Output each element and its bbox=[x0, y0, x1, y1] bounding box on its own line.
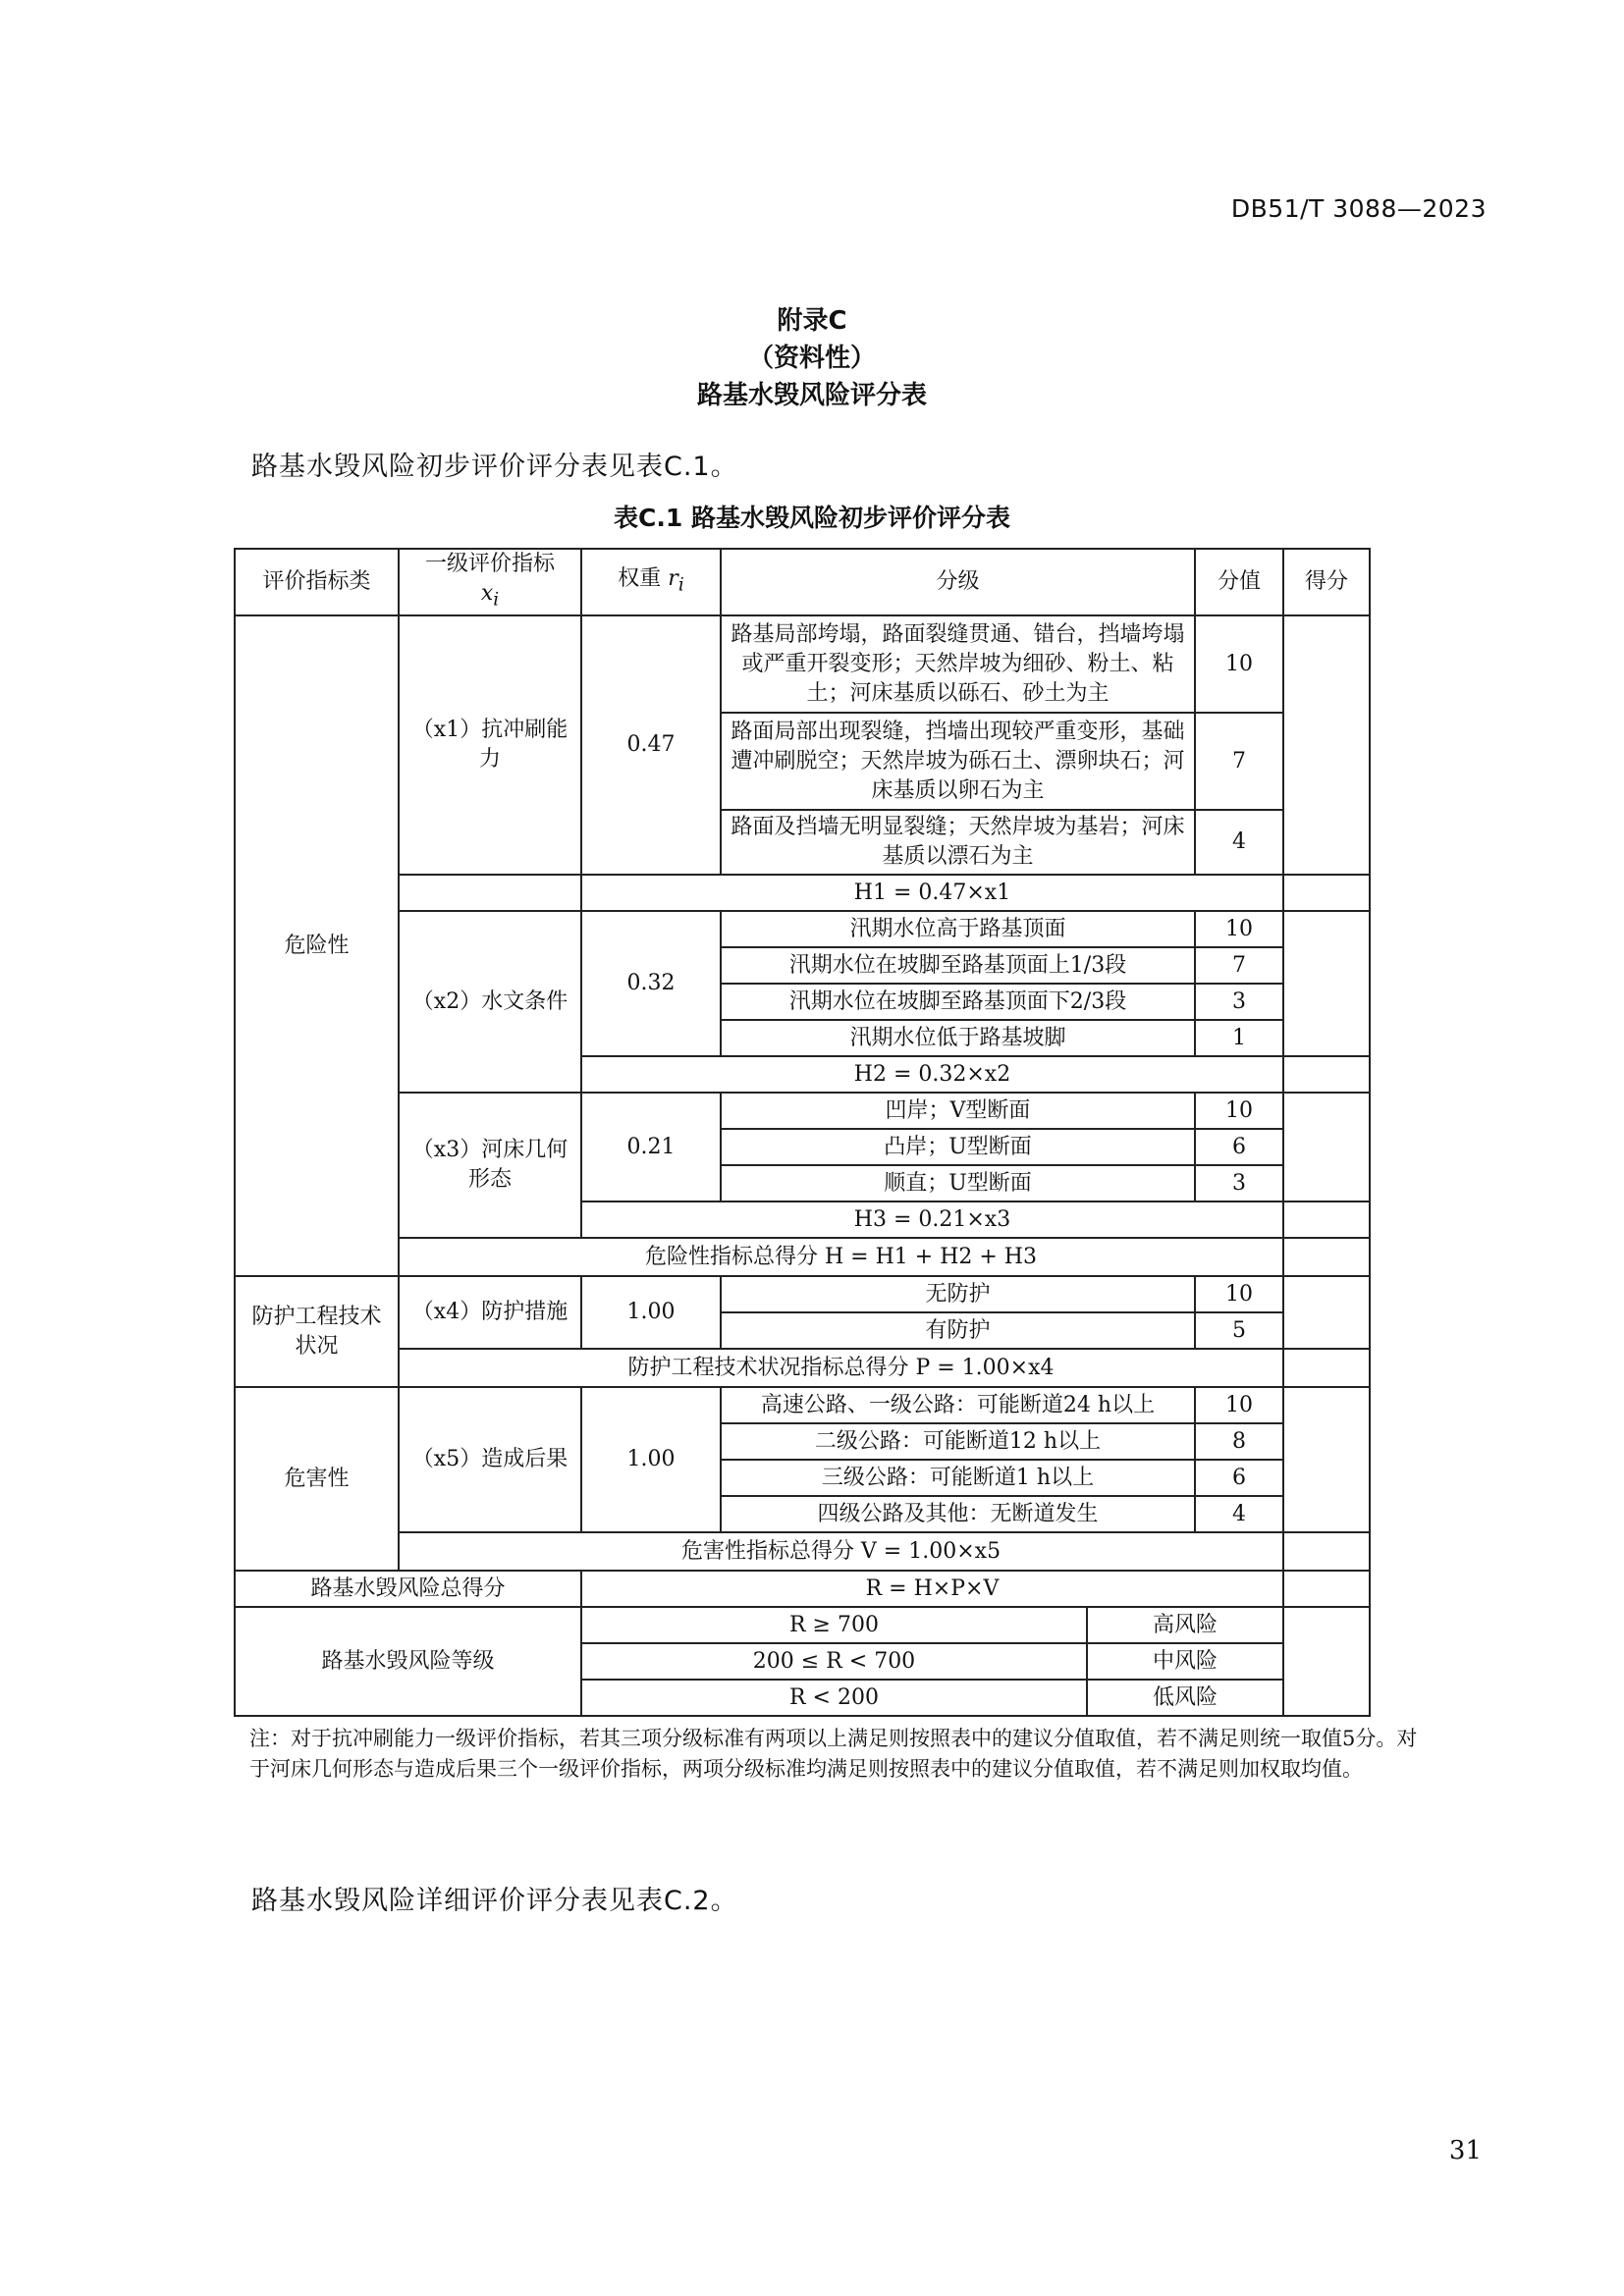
grade-value: 3 bbox=[1195, 1165, 1283, 1201]
grade-text: 路基局部垮塌，路面裂缝贯通、错台，挡墙垮塌或严重开裂变形；天然岸坡为细砂、粉土、粘土；河床基质以砾石、砂土为主 bbox=[721, 615, 1195, 713]
table-row bbox=[235, 1571, 1370, 1607]
risk-level: 中风险 bbox=[1087, 1643, 1283, 1680]
grade-text: 二级公路：可能断道12 h以上 bbox=[721, 1423, 1195, 1460]
grade-text: 路面局部出现裂缝，挡墙出现较严重变形，基础遭冲刷脱空；天然岸坡为砾石土、漂卵块石；河床基质以卵石为主 bbox=[721, 713, 1195, 810]
risk-level: 高风险 bbox=[1087, 1607, 1283, 1643]
grade-value: 10 bbox=[1195, 1276, 1283, 1312]
risk-level-label: 路基水毁风险等级 bbox=[235, 1607, 581, 1716]
score-cell-x1 bbox=[1283, 615, 1370, 875]
weight-x1: 0.47 bbox=[581, 615, 721, 875]
overall-label: 路基水毁风险总得分 bbox=[235, 1571, 581, 1607]
total-danger: 危险性指标总得分 H = H1 + H2 + H3 bbox=[399, 1238, 1283, 1276]
grade-text: 汛期水位在坡脚至路基顶面下2/3段 bbox=[721, 984, 1195, 1020]
score-cell-p bbox=[1283, 1349, 1370, 1387]
appendix-name: 路基水毁风险评分表 bbox=[696, 381, 927, 410]
indicator-x4: （x4）防护措施 bbox=[399, 1276, 581, 1349]
grade-text: 路面及挡墙无明显裂缝；天然岸坡为基岩；河床基质以漂石为主 bbox=[721, 810, 1195, 875]
grade-value: 6 bbox=[1195, 1460, 1283, 1496]
indicator-x2: （x2）水文条件 bbox=[399, 911, 581, 1093]
indicator-x1-formula-spacer bbox=[399, 875, 581, 911]
grade-text: 四级公路及其他：无断道发生 bbox=[721, 1496, 1195, 1532]
score-cell-h3 bbox=[1283, 1201, 1370, 1238]
header-value: 分值 bbox=[1195, 549, 1283, 615]
grade-value: 10 bbox=[1195, 911, 1283, 947]
grade-text: 有防护 bbox=[721, 1312, 1195, 1349]
score-table bbox=[234, 548, 1371, 1717]
overall-formula: R = H×P×V bbox=[581, 1571, 1283, 1607]
grade-value: 7 bbox=[1195, 947, 1283, 984]
page-number: 31 bbox=[1448, 2136, 1482, 2165]
table-row bbox=[235, 1238, 1370, 1276]
grade-value: 7 bbox=[1195, 713, 1283, 810]
indicator-x1: （x1）抗冲刷能力 bbox=[399, 615, 581, 875]
risk-level: 低风险 bbox=[1087, 1680, 1283, 1716]
weight-x2: 0.32 bbox=[581, 911, 721, 1056]
weight-x5: 1.00 bbox=[581, 1387, 721, 1532]
risk-range: 200 ≤ R < 700 bbox=[581, 1643, 1087, 1680]
header-indicator: 一级评价指标 $x_i$ bbox=[399, 549, 581, 615]
grade-text: 汛期水位在坡脚至路基顶面上1/3段 bbox=[721, 947, 1195, 984]
grade-value: 10 bbox=[1195, 1387, 1283, 1423]
table-header-row bbox=[235, 549, 1370, 615]
grade-text: 凹岸；V型断面 bbox=[721, 1093, 1195, 1129]
grade-value: 5 bbox=[1195, 1312, 1283, 1349]
table-row bbox=[235, 1276, 1370, 1312]
appendix-title: 附录C bbox=[777, 306, 847, 336]
indicator-x5: （x5）造成后果 bbox=[399, 1387, 581, 1532]
standard-number: DB51/T 3088—2023 bbox=[1230, 194, 1487, 223]
weight-x3: 0.21 bbox=[581, 1093, 721, 1201]
grade-value: 3 bbox=[1195, 984, 1283, 1020]
risk-range: R < 200 bbox=[581, 1680, 1087, 1716]
total-protection: 防护工程技术状况指标总得分 P = 1.00×x4 bbox=[399, 1349, 1283, 1387]
table-row bbox=[235, 615, 1370, 713]
grade-text: 汛期水位高于路基顶面 bbox=[721, 911, 1195, 947]
score-cell-level bbox=[1283, 1607, 1370, 1716]
header-category: 评价指标类 bbox=[235, 549, 399, 615]
indicator-x3: （x3）河床几何形态 bbox=[399, 1093, 581, 1238]
formula-h3: H3 = 0.21×x3 bbox=[581, 1201, 1283, 1238]
formula-h1: H1 = 0.47×x1 bbox=[581, 875, 1283, 911]
score-cell-x2 bbox=[1283, 911, 1370, 1056]
grade-value: 1 bbox=[1195, 1020, 1283, 1056]
table-row bbox=[235, 1349, 1370, 1387]
appendix-nature: （资料性） bbox=[747, 344, 876, 373]
table-row bbox=[235, 875, 1370, 911]
formula-h2: H2 = 0.32×x2 bbox=[581, 1056, 1283, 1093]
table-row bbox=[235, 1093, 1370, 1129]
table-row bbox=[235, 911, 1370, 947]
table-caption: 表C.1 路基水毁风险初步评价评分表 bbox=[614, 504, 1010, 532]
table-row bbox=[235, 1387, 1370, 1423]
grade-text: 无防护 bbox=[721, 1276, 1195, 1312]
group-harm: 危害性 bbox=[235, 1387, 399, 1571]
grade-text: 顺直；U型断面 bbox=[721, 1165, 1195, 1201]
grade-value: 4 bbox=[1195, 810, 1283, 875]
score-cell-x5 bbox=[1283, 1387, 1370, 1532]
grade-text: 汛期水位低于路基坡脚 bbox=[721, 1020, 1195, 1056]
group-protection: 防护工程技术状况 bbox=[235, 1276, 399, 1387]
grade-text: 凸岸；U型断面 bbox=[721, 1129, 1195, 1165]
header-grading: 分级 bbox=[721, 549, 1195, 615]
header-weight: 权重 $r_i$ bbox=[581, 549, 721, 615]
score-cell-v bbox=[1283, 1532, 1370, 1571]
score-cell-r bbox=[1283, 1571, 1370, 1607]
grade-value: 6 bbox=[1195, 1129, 1283, 1165]
grade-text: 高速公路、一级公路：可能断道24 h以上 bbox=[721, 1387, 1195, 1423]
grade-value: 10 bbox=[1195, 615, 1283, 713]
grade-value: 10 bbox=[1195, 1093, 1283, 1129]
score-cell-x3 bbox=[1283, 1093, 1370, 1201]
score-cell-h1 bbox=[1283, 875, 1370, 911]
score-cell-h bbox=[1283, 1238, 1370, 1276]
group-danger: 危险性 bbox=[235, 615, 399, 1276]
table-note: 注：对于抗冲刷能力一级评价指标，若其三项分级标准有两项以上满足则按照表中的建议分值取值，若不满足则统一取值5分。对于河床几何形态与造成后果三个一级评价指标，两项分级标准均满足则按照表中的建议分值取值，若不满足则加权取均值。 bbox=[249, 1727, 1418, 1781]
table-row bbox=[235, 1532, 1370, 1571]
intro-paragraph: 路基水毁风险初步评价评分表见表C.1。 bbox=[251, 452, 738, 482]
weight-x4: 1.00 bbox=[581, 1276, 721, 1349]
grade-text: 三级公路：可能断道1 h以上 bbox=[721, 1460, 1195, 1496]
risk-range: R ≥ 700 bbox=[581, 1607, 1087, 1643]
grade-value: 4 bbox=[1195, 1496, 1283, 1532]
table-row bbox=[235, 1607, 1370, 1643]
header-score: 得分 bbox=[1283, 549, 1370, 615]
grade-value: 8 bbox=[1195, 1423, 1283, 1460]
score-cell-x4 bbox=[1283, 1276, 1370, 1349]
score-cell-h2 bbox=[1283, 1056, 1370, 1093]
outro-paragraph: 路基水毁风险详细评价评分表见表C.2。 bbox=[251, 1886, 738, 1916]
total-harm: 危害性指标总得分 V = 1.00×x5 bbox=[399, 1532, 1283, 1571]
